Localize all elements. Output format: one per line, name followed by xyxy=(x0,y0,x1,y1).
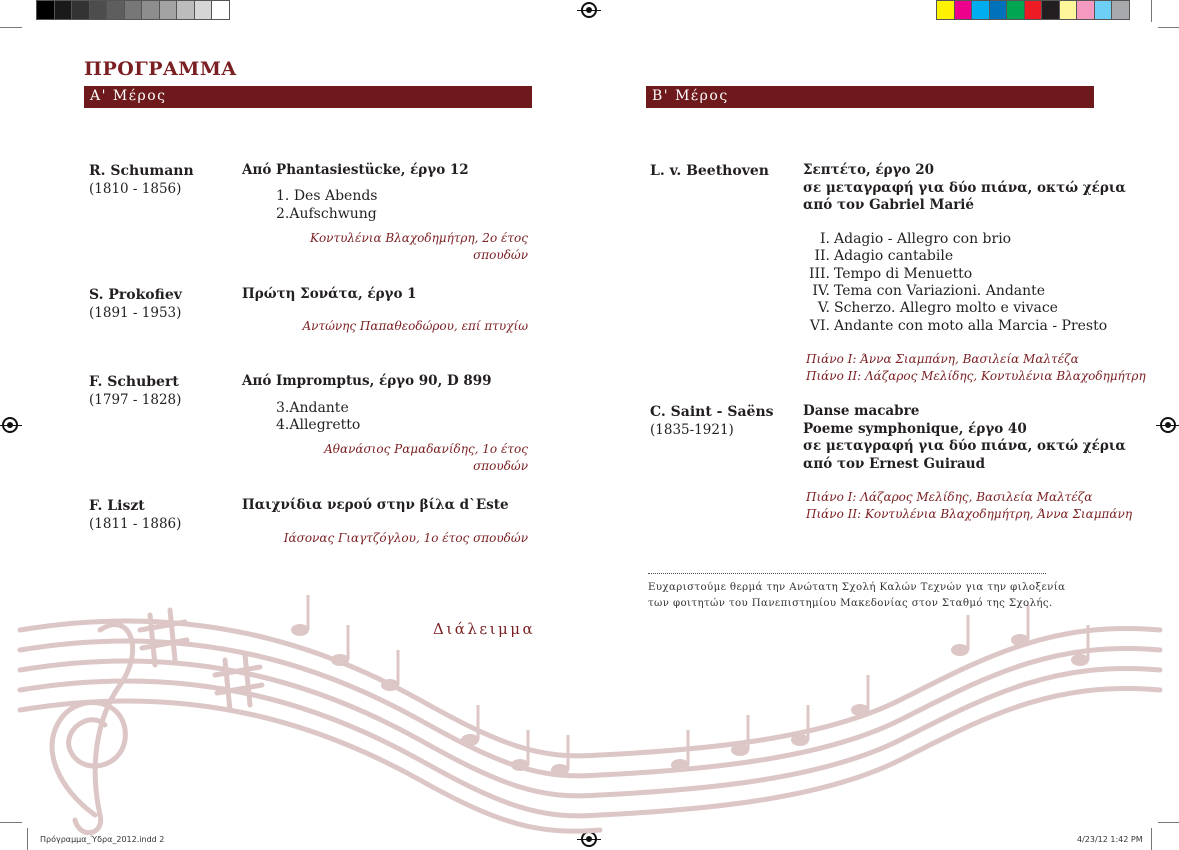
color-swatch xyxy=(989,0,1008,20)
movement-number: III. xyxy=(808,265,830,282)
footer-timestamp: 4/23/12 1:42 PM xyxy=(1077,835,1143,844)
movement-name: Adagio cantabile xyxy=(834,248,954,265)
treble-clef-icon xyxy=(52,625,133,833)
movement-name: Andante con moto alla Marcia - Presto xyxy=(834,317,1108,334)
composer-name: F. Liszt xyxy=(89,498,145,514)
music-note-icon xyxy=(331,654,349,666)
work-title-line: Danse macabre xyxy=(803,403,920,419)
color-swatch xyxy=(54,0,73,20)
movement-name: Andante xyxy=(289,400,349,416)
work-title-line: από τον Ernest Guiraud xyxy=(803,455,986,472)
performer: Πιάνο I: Λάζαρος Μελίδης, Βασιλεία Μαλτέζα xyxy=(806,490,1093,504)
movement-name: Adagio - Allegro con brio xyxy=(834,231,1012,247)
color-swatch xyxy=(1024,0,1043,20)
work-title-line: σε μεταγραφή για δύο πιάνα, οκτώ χέρια xyxy=(803,438,1126,454)
movement-name: Tema con Variazioni. Andante xyxy=(834,282,1046,299)
movement-name: Aufschwung xyxy=(289,206,377,222)
color-swatch xyxy=(1059,0,1078,20)
music-note-icon xyxy=(291,624,309,636)
work-title: Πρώτη Σονάτα, έργο 1 xyxy=(242,286,417,302)
composer-name: C. Saint - Saëns xyxy=(650,404,774,420)
color-swatch xyxy=(954,0,973,20)
performer: Πιάνο I: Άννα Σιαμπάνη, Βασιλεία Μαλτέζα xyxy=(806,352,1079,366)
work-title-line: Σεπτέτο, έργο 20 xyxy=(803,162,934,178)
work-title-line: Poeme symphonique, έργο 40 xyxy=(803,420,1027,437)
movement-name: Scherzo. Allegro molto e vivace xyxy=(834,300,1058,317)
work-title-line: από τον Gabriel Marié xyxy=(803,197,975,213)
music-note-icon xyxy=(511,759,529,771)
color-swatch xyxy=(124,0,143,20)
movement xyxy=(800,299,1058,317)
movement-number: 1. xyxy=(276,188,290,204)
movement xyxy=(800,230,1011,248)
color-swatch xyxy=(1041,0,1060,20)
movement xyxy=(276,187,377,205)
crop-mark xyxy=(1151,0,1152,22)
movement-number: IV. xyxy=(812,282,830,299)
acknowledgement-line: Ευχαριστούμε θερμά την Ανώτατη Σχολή Καλών Τεχνών για την φιλοξενία xyxy=(648,582,1066,593)
program-title: ΠΡΟΓΡΑΜΜΑ xyxy=(84,58,237,80)
performer: Ιάσονας Γιαγτζόγλου, 1ο έτος σπουδών xyxy=(283,531,528,545)
music-note-icon xyxy=(381,679,399,691)
registration-mark-left xyxy=(2,417,18,433)
composer-name: S. Prokofiev xyxy=(89,287,182,303)
color-swatch xyxy=(36,0,55,20)
intermission-label: Διάλειμμα xyxy=(433,620,536,638)
color-swatch xyxy=(936,0,955,20)
composer-years: (1810 - 1856) xyxy=(89,181,182,197)
composer-years: (1891 - 1953) xyxy=(89,305,182,321)
movement-name: Des Abends xyxy=(293,188,378,204)
color-swatch xyxy=(106,0,125,20)
color-swatch xyxy=(71,0,90,20)
movement-number: I. xyxy=(820,231,830,247)
movement xyxy=(800,317,1107,335)
color-swatch xyxy=(159,0,178,20)
color-swatch-bar xyxy=(936,0,1129,20)
movement xyxy=(800,265,972,283)
color-swatch xyxy=(1006,0,1025,20)
performer: Αθανάσιος Ραμαδανίδης, 1ο έτος σπουδών xyxy=(324,442,528,473)
movement-number: V. xyxy=(817,300,830,317)
music-note-icon xyxy=(731,744,749,756)
color-swatch xyxy=(971,0,990,20)
music-note-icon xyxy=(791,734,809,746)
movement xyxy=(276,205,377,223)
movement xyxy=(800,247,953,265)
movement-name: Tempo di Menuetto xyxy=(834,265,973,282)
color-swatch xyxy=(176,0,195,20)
movement xyxy=(276,399,349,417)
music-note-icon xyxy=(671,759,689,771)
movement-number: 4. xyxy=(276,417,290,433)
work-title-line: σε μεταγραφή για δύο πιάνα, οκτώ χέρια xyxy=(803,179,1126,196)
sharp-sign-icon xyxy=(215,655,262,710)
work-title: Από Impromptus, έργο 90, D 899 xyxy=(242,373,492,389)
performer: Πιάνο II: Κοντυλένια Βλαχοδημήτρη, Άννα Σιαμπάνη xyxy=(806,507,1133,521)
color-swatch xyxy=(1111,0,1130,20)
color-swatch xyxy=(194,0,213,20)
registration-mark-right xyxy=(1160,417,1176,433)
movement-number: 3. xyxy=(276,400,290,416)
music-note-icon xyxy=(1071,654,1089,666)
work-title: Από Phantasiestücke, έργο 12 xyxy=(242,162,469,178)
music-note-icon xyxy=(461,734,479,746)
movement-number: 2. xyxy=(276,206,290,222)
music-note-icon xyxy=(851,704,869,716)
work-title: Παιχνίδια νερού στην βίλα d`Este xyxy=(242,497,509,513)
movement-number: VI. xyxy=(809,317,830,334)
composer-name: L. v. Beethoven xyxy=(650,163,769,179)
registration-mark-top xyxy=(581,2,597,18)
color-swatch xyxy=(211,0,230,20)
music-note-icon xyxy=(551,764,569,776)
movement xyxy=(276,416,360,434)
performer: Πιάνο II: Λάζαρος Μελίδης, Κοντυλένια Βλαχοδημήτρη xyxy=(806,369,1146,383)
crop-mark xyxy=(1158,27,1179,28)
composer-years: (1835-1921) xyxy=(650,422,734,438)
acknowledgement xyxy=(648,580,1065,612)
movement xyxy=(800,282,1045,300)
composer-name: R. Schumann xyxy=(89,163,194,179)
movement-name: Allegretto xyxy=(289,417,361,433)
performer: Κοντυλένια Βλαχοδημήτρη, 2ο έτος σπουδών xyxy=(309,231,528,262)
color-swatch xyxy=(1076,0,1095,20)
movement-number: II. xyxy=(814,248,830,265)
footer-filename: Πρόγραμμα_Ύδρα_2012.indd 2 xyxy=(40,835,165,844)
grayscale-swatch-bar xyxy=(36,0,229,20)
music-note-icon xyxy=(1011,634,1029,646)
music-staff-decoration xyxy=(0,590,1179,835)
composer-years: (1797 - 1828) xyxy=(89,392,182,408)
composer-name: F. Schubert xyxy=(89,374,179,390)
color-swatch xyxy=(89,0,108,20)
sharp-sign-icon xyxy=(140,610,187,665)
divider-dotted xyxy=(648,573,1046,574)
color-swatch xyxy=(141,0,160,20)
composer-years: (1811 - 1886) xyxy=(89,516,182,532)
music-note-icon xyxy=(951,644,969,656)
part-b-header: Β' Μέρος xyxy=(646,86,1094,108)
performer: Αντώνης Παπαθεοδώρου, επί πτυχίω xyxy=(302,319,528,333)
color-swatch xyxy=(1094,0,1113,20)
part-a-header: Α' Μέρος xyxy=(84,86,532,108)
crop-mark xyxy=(0,27,22,28)
acknowledgement-line: των φοιτητών του Πανεπιστημίου Μακεδονίας στον Σταθμό της Σχολής. xyxy=(648,598,1053,609)
